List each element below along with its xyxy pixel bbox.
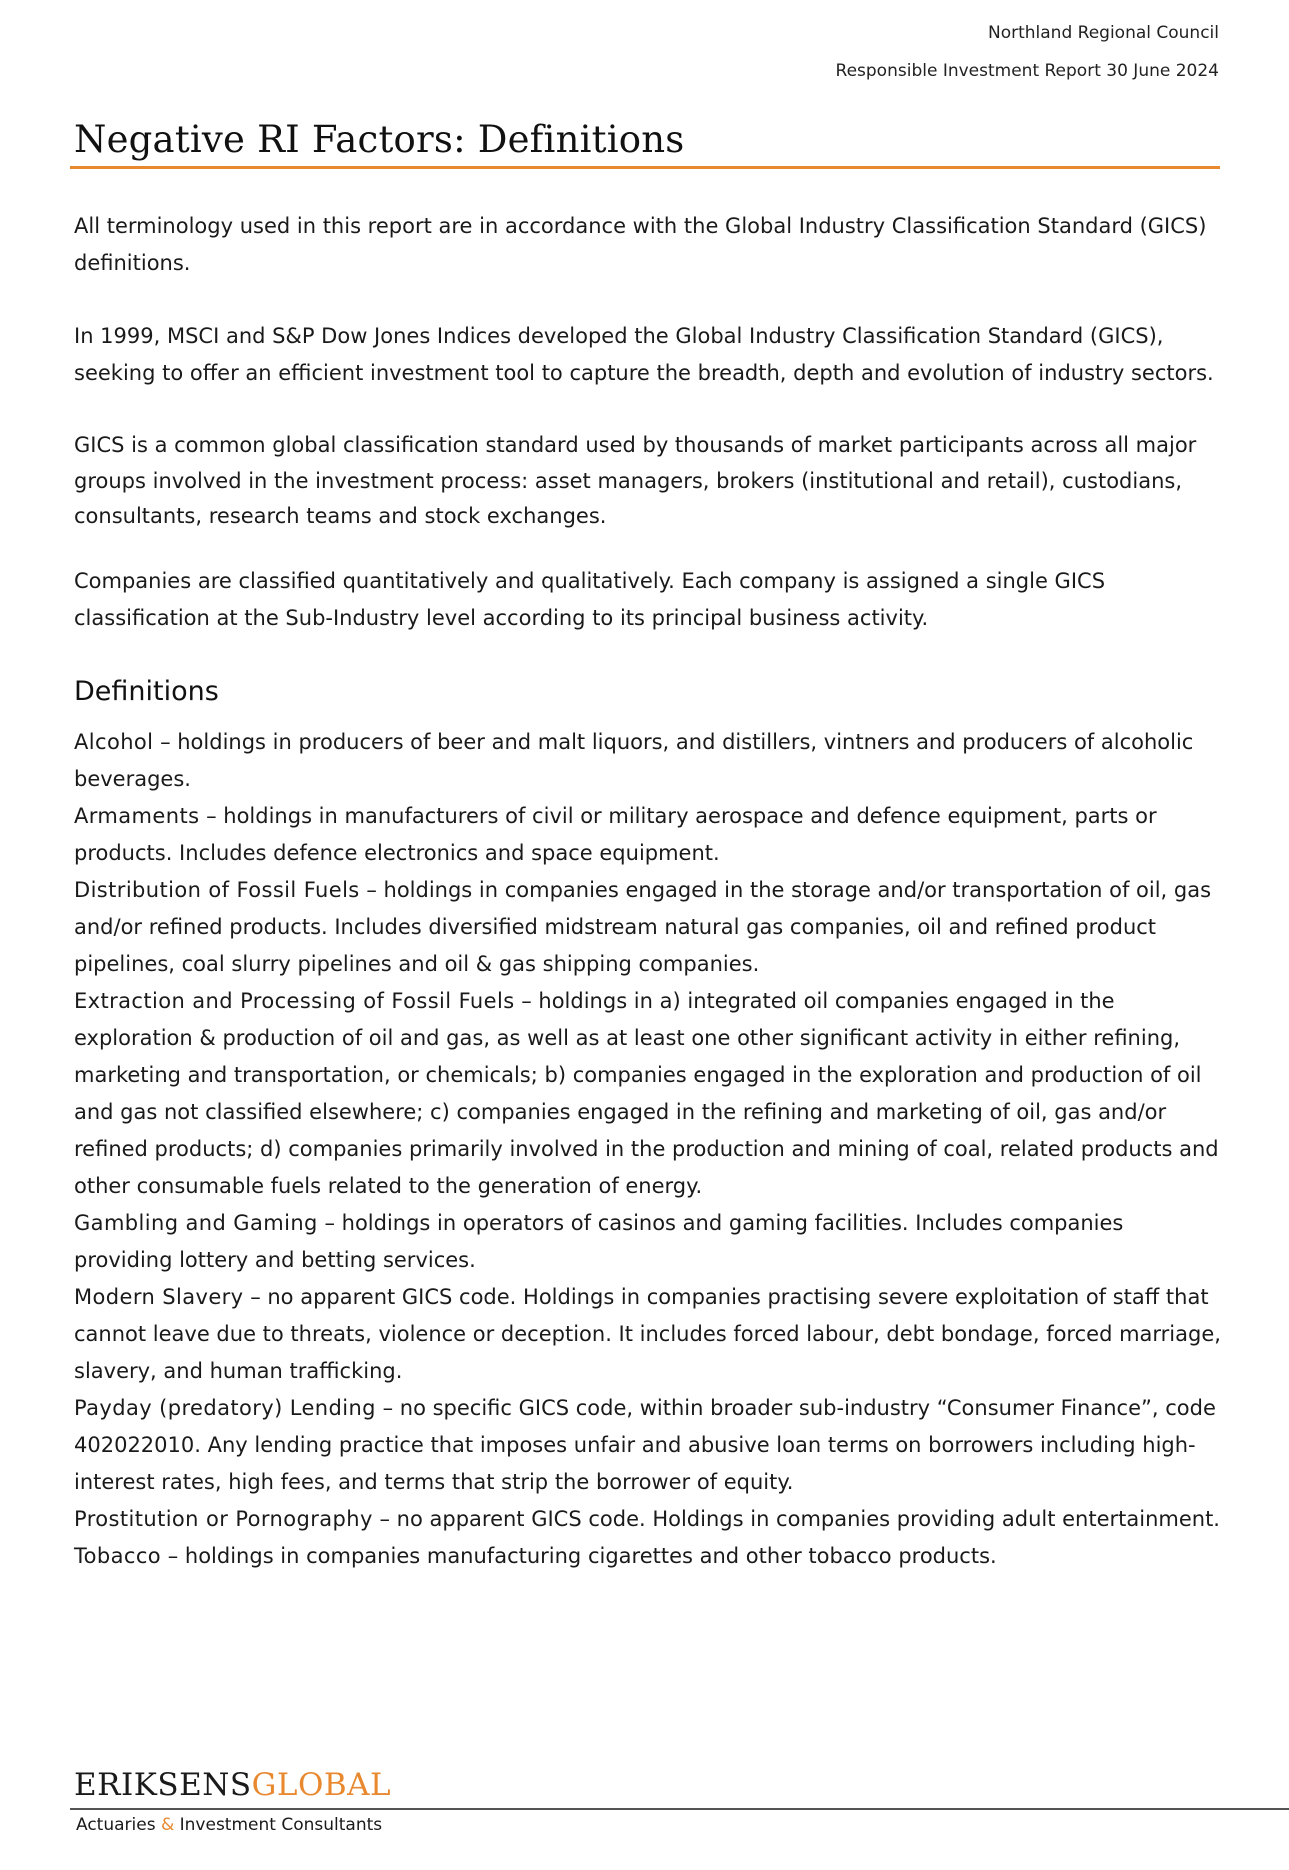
- report-body: [74, 208, 1224, 1575]
- logo-text-primary: ERIKSENS: [74, 1767, 252, 1803]
- definition-term: Prostitution or Pornography: [74, 1506, 373, 1531]
- intro-paragraph: Companies are classified quantitatively and qualitatively. Each company is assigned a single GICS classification at the Sub-Industry level according to its principal business activity.: [74, 568, 1106, 630]
- definition-term: Alcohol: [74, 729, 154, 754]
- definition-text: – holdings in companies manufacturing cigarettes and other tobacco products.: [161, 1543, 997, 1568]
- definition-item: [74, 1390, 1224, 1501]
- definition-text: – no apparent GICS code. Holdings in companies practising severe exploitation of staff that cannot leave due to threats, violence or deception. It includes forced labour, debt bondage, forced marriage, slavery, and human trafficking.: [74, 1284, 1221, 1383]
- definition-item: [74, 724, 1224, 798]
- definition-term: Armaments: [74, 803, 200, 828]
- page-title: Negative RI Factors: Definitions: [74, 118, 685, 161]
- page-header: [836, 14, 1219, 90]
- company-logo: [74, 1767, 392, 1803]
- definition-text: – holdings in a) integrated oil companies engaged in the exploration & production of oil and gas, as well as at least one other significant activity in either refining, marketing and transportation, or chemicals; b) companies engaged in the exploration and production of oil and gas not classified elsewhere; c) companies engaged in the refining and marketing of oil, gas and/or refined products; d) companies primarily involved in the production and mining of coal, related products and other consumable fuels related to the generation of energy.: [74, 988, 1219, 1198]
- title-divider: [70, 166, 1220, 169]
- definition-item: [74, 798, 1224, 872]
- definition-text: – no apparent GICS code. Holdings in companies providing adult entertainment.: [372, 1506, 1220, 1531]
- definition-term: Payday (predatory) Lending: [74, 1395, 376, 1420]
- definition-term: Distribution of Fossil Fuels: [74, 877, 360, 902]
- definitions-list: [74, 724, 1224, 1575]
- tagline-part: Investment Consultants: [174, 1815, 383, 1835]
- header-org: Northland Regional Council: [987, 23, 1219, 43]
- definition-item: [74, 1279, 1224, 1390]
- definition-item: [74, 1501, 1224, 1538]
- definition-item: [74, 1538, 1224, 1575]
- tagline-ampersand: &: [160, 1815, 175, 1835]
- definition-text: – no specific GICS code, within broader sub-industry “Consumer Finance”, code 402022010. Any lending practice that imposes unfair and abusive loan terms on borrowers including high-interest rates, high fees, and terms that strip the borrower of equity.: [74, 1395, 1216, 1494]
- intro-paragraph: GICS is a common global classification standard used by thousands of market participants across all major groups involved in the investment process: asset managers, brokers (institutional and retail), custodians, consultants, research teams and stock exchanges.: [74, 433, 1197, 528]
- logo-text-accent: GLOBAL: [251, 1767, 392, 1803]
- definition-term: Gambling and Gaming: [74, 1210, 318, 1235]
- header-report-title: Responsible Investment Report 30 June 2024: [835, 61, 1219, 81]
- intro-paragraph: All terminology used in this report are in accordance with the Global Industry Classification Standard (GICS) definitions.: [74, 214, 1207, 275]
- definition-text: – holdings in producers of beer and malt liquors, and distillers, vintners and producers of alcoholic beverages.: [74, 729, 1194, 791]
- definition-item: [74, 983, 1224, 1205]
- company-tagline: [76, 1815, 382, 1835]
- definition-text: – holdings in companies engaged in the storage and/or transportation of oil, gas and/or refined products. Includes diversified midstream natural gas companies, oil and refined product pipelines, coal slurry pipelines and oil & gas shipping companies.: [74, 877, 1212, 976]
- tagline-part: Actuaries: [76, 1815, 161, 1835]
- footer-divider: [70, 1808, 1289, 1810]
- intro-paragraph: In 1999, MSCI and S&P Dow Jones Indices developed the Global Industry Classification Standard (GICS), seeking to offer an efficient investment tool to capture the breadth, depth and evolution of industry sectors.: [74, 324, 1214, 385]
- definition-text: – holdings in manufacturers of civil or military aerospace and defence equipment, parts or products. Includes defence electronics and space equipment.: [74, 803, 1157, 865]
- definition-term: Extraction and Processing of Fossil Fuels: [74, 988, 515, 1013]
- definition-text: – holdings in operators of casinos and gaming facilities. Includes companies providing lottery and betting services.: [74, 1210, 1124, 1272]
- definition-term: Tobacco: [74, 1543, 162, 1568]
- definition-item: [74, 872, 1224, 983]
- definitions-heading: Definitions: [74, 675, 219, 707]
- definition-item: [74, 1205, 1224, 1279]
- definition-term: Modern Slavery: [74, 1284, 244, 1309]
